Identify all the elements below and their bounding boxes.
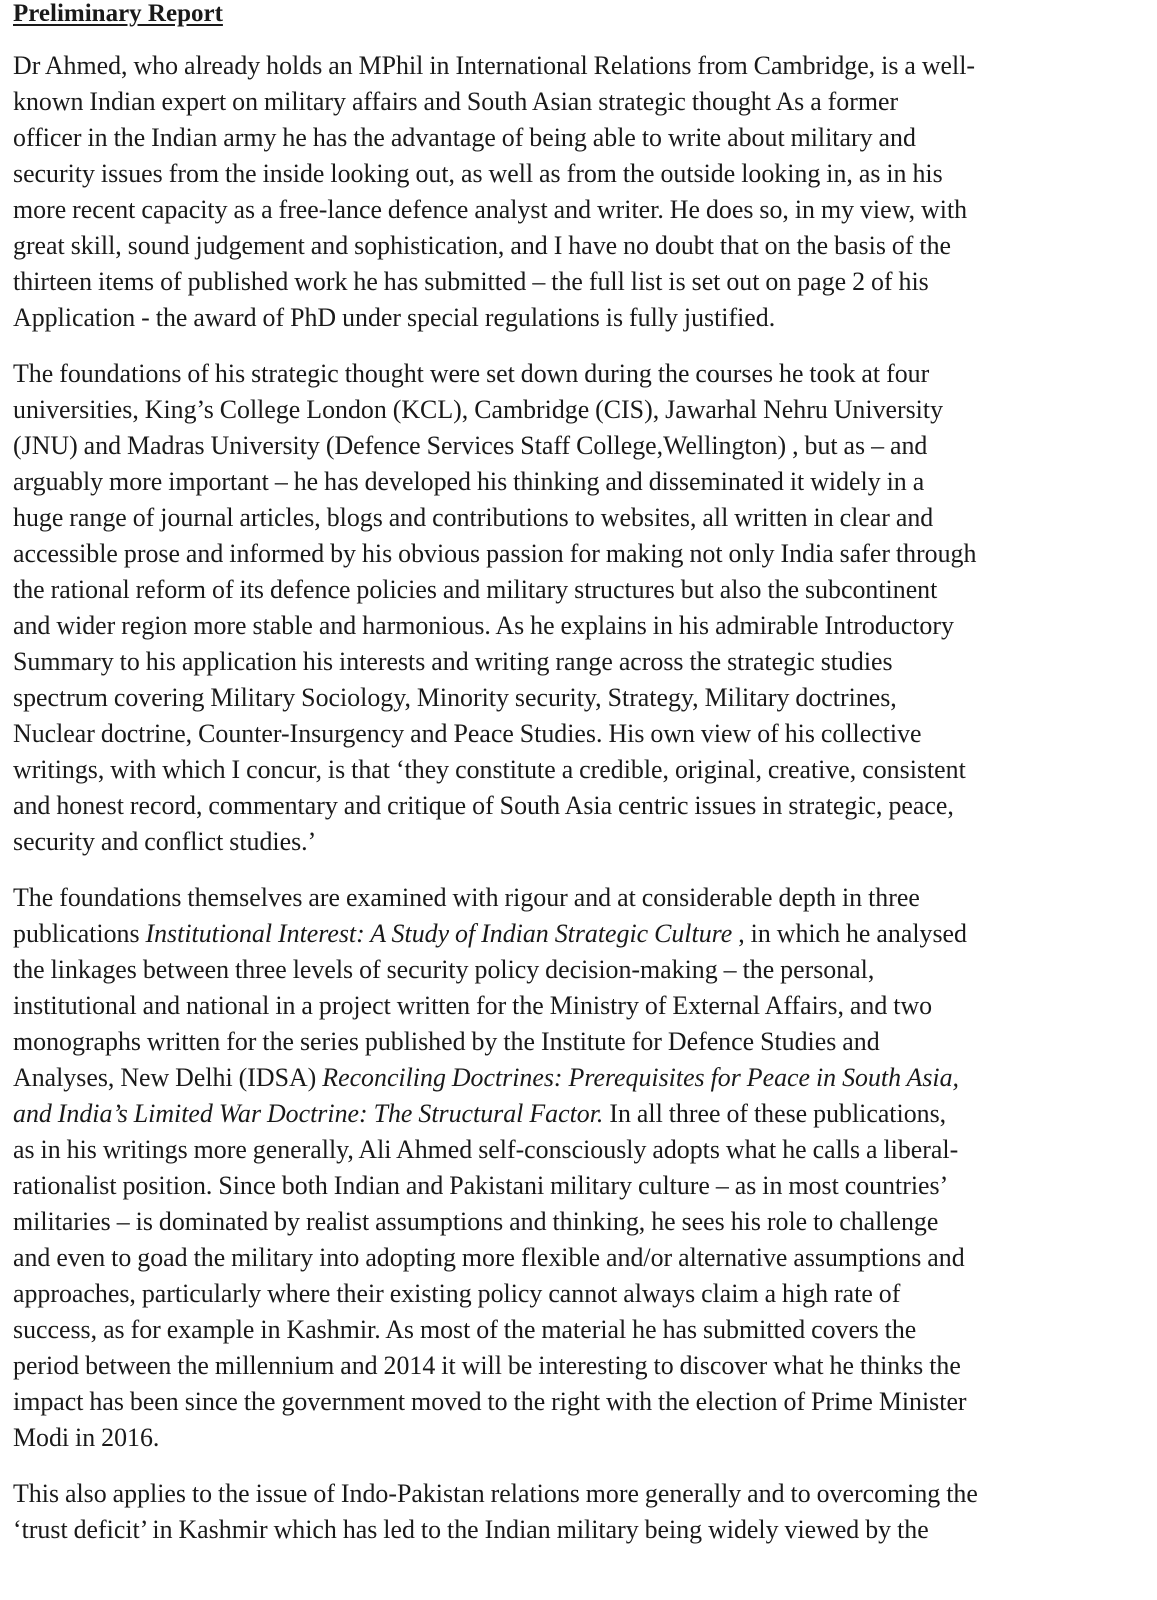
text-segment: In all three of these publications, [603,1099,947,1128]
text-line [13,392,1118,428]
text-line [13,1384,1118,1420]
text-segment: thirteen items of published work he has submitted – the full list is set out on page 2 of his [13,267,929,296]
text-segment: security issues from the inside looking out, as well as from the outside looking in, as in his [13,159,943,188]
text-line [13,1312,1118,1348]
text-segment: the rational reform of its defence policies and military structures but also the subcontinent [13,575,938,604]
text-line [13,608,1118,644]
text-line [13,988,1118,1024]
text-segment: rationalist position. Since both Indian and Pakistani military culture – as in most countries’ [13,1171,949,1200]
text-line [13,300,1118,336]
text-segment: Modi in 2016. [13,1423,160,1452]
text-segment: and wider region more stable and harmonious. As he explains in his admirable Introductory [13,611,954,640]
text-line [13,48,1118,84]
text-line [13,156,1118,192]
text-segment: The foundations of his strategic thought were set down during the courses he took at four [13,359,930,388]
text-segment: Nuclear doctrine, Counter-Insurgency and Peace Studies. His own view of his collective [13,719,922,748]
report-heading: Preliminary Report [13,0,223,27]
text-segment: publications [13,919,146,948]
text-segment: period between the millennium and 2014 it will be interesting to discover what he thinks the [13,1351,961,1380]
italic-title-text: Reconciling Doctrines: Prerequisites for Peace in South Asia, [322,1063,960,1092]
text-segment: monographs written for the series published by the Institute for Defence Studies and [13,1027,880,1056]
text-line [13,916,1118,952]
text-line [13,1060,1118,1096]
text-line [13,1348,1118,1384]
text-line [13,752,1118,788]
text-line [13,1512,1118,1548]
text-segment: Analyses, New Delhi (IDSA) [13,1063,323,1092]
text-segment: as in his writings more generally, Ali Ahmed self-consciously adopts what he calls a liberal- [13,1135,959,1164]
italic-title-text: and India’s Limited War Doctrine: The Structural Factor. [13,1099,604,1128]
text-line [13,1420,1118,1456]
text-segment: security and conflict studies.’ [13,827,317,856]
document-page [13,0,1123,1568]
text-segment: impact has been since the government moved to the right with the election of Prime Minister [13,1387,967,1416]
text-line [13,464,1118,500]
text-segment: writings, with which I concur, is that ‘they constitute a credible, original, creative, consistent [13,755,966,784]
text-segment: and honest record, commentary and critique of South Asia centric issues in strategic, peace, [13,791,954,820]
text-line [13,264,1118,300]
text-segment: Dr Ahmed, who already holds an MPhil in International Relations from Cambridge, is a well- [13,51,976,80]
text-segment: universities, King’s College London (KCL), Cambridge (CIS), Jawarhal Nehru University [13,395,944,424]
text-line [13,1024,1118,1060]
text-segment: This also applies to the issue of Indo-Pakistan relations more generally and to overcoming the [13,1479,978,1508]
text-line [13,1168,1118,1204]
text-line [13,1276,1118,1312]
text-line [13,1096,1118,1132]
report-body [13,48,1123,1548]
text-segment: arguably more important – he has developed his thinking and disseminated it widely in a [13,467,925,496]
paragraph [13,880,1123,1456]
text-line [13,1476,1118,1512]
text-line [13,680,1118,716]
text-segment: Application - the award of PhD under special regulations is fully justified. [13,303,776,332]
text-line [13,952,1118,988]
text-line [13,1204,1118,1240]
text-line [13,880,1118,916]
paragraph [13,48,1123,336]
text-line [13,192,1118,228]
text-line [13,120,1118,156]
text-line [13,428,1118,464]
text-segment: success, as for example in Kashmir. As most of the material he has submitted covers the [13,1315,917,1344]
text-line [13,228,1118,264]
text-segment: spectrum covering Military Sociology, Minority security, Strategy, Military doctrines, [13,683,897,712]
text-segment: known Indian expert on military affairs and South Asian strategic thought As a former [13,87,899,116]
text-segment: (JNU) and Madras University (Defence Services Staff College,Wellington) , but as – and [13,431,928,460]
text-segment: , in which he analysed [732,919,967,948]
text-segment: institutional and national in a project written for the Ministry of External Affairs, and two [13,991,933,1020]
text-segment: accessible prose and informed by his obvious passion for making not only India safer through [13,539,977,568]
text-line [13,644,1118,680]
text-line [13,500,1118,536]
text-segment: The foundations themselves are examined with rigour and at considerable depth in three [13,883,920,912]
italic-title-text: Institutional Interest: A Study of Indian Strategic Culture [145,919,733,948]
text-segment: huge range of journal articles, blogs and contributions to websites, all written in clear and [13,503,934,532]
text-segment: militaries – is dominated by realist assumptions and thinking, he sees his role to challenge [13,1207,939,1236]
text-segment: more recent capacity as a free-lance defence analyst and writer. He does so, in my view, with [13,195,968,224]
paragraph [13,1476,1123,1548]
text-segment: ‘trust deficit’ in Kashmir which has led to the Indian military being widely viewed by the [13,1515,929,1544]
text-line [13,1132,1118,1168]
text-line [13,824,1118,860]
text-segment: Summary to his application his interests and writing range across the strategic studies [13,647,893,676]
text-line [13,84,1118,120]
text-line [13,356,1118,392]
text-line [13,1240,1118,1276]
text-line [13,536,1118,572]
text-segment: and even to goad the military into adopting more flexible and/or alternative assumptions and [13,1243,965,1272]
text-segment: great skill, sound judgement and sophistication, and I have no doubt that on the basis of the [13,231,952,260]
text-line [13,716,1118,752]
text-line [13,572,1118,608]
text-segment: the linkages between three levels of security policy decision-making – the personal, [13,955,875,984]
text-line [13,788,1118,824]
text-segment: approaches, particularly where their existing policy cannot always claim a high rate of [13,1279,901,1308]
paragraph [13,356,1123,860]
text-segment: officer in the Indian army he has the advantage of being able to write about military and [13,123,916,152]
